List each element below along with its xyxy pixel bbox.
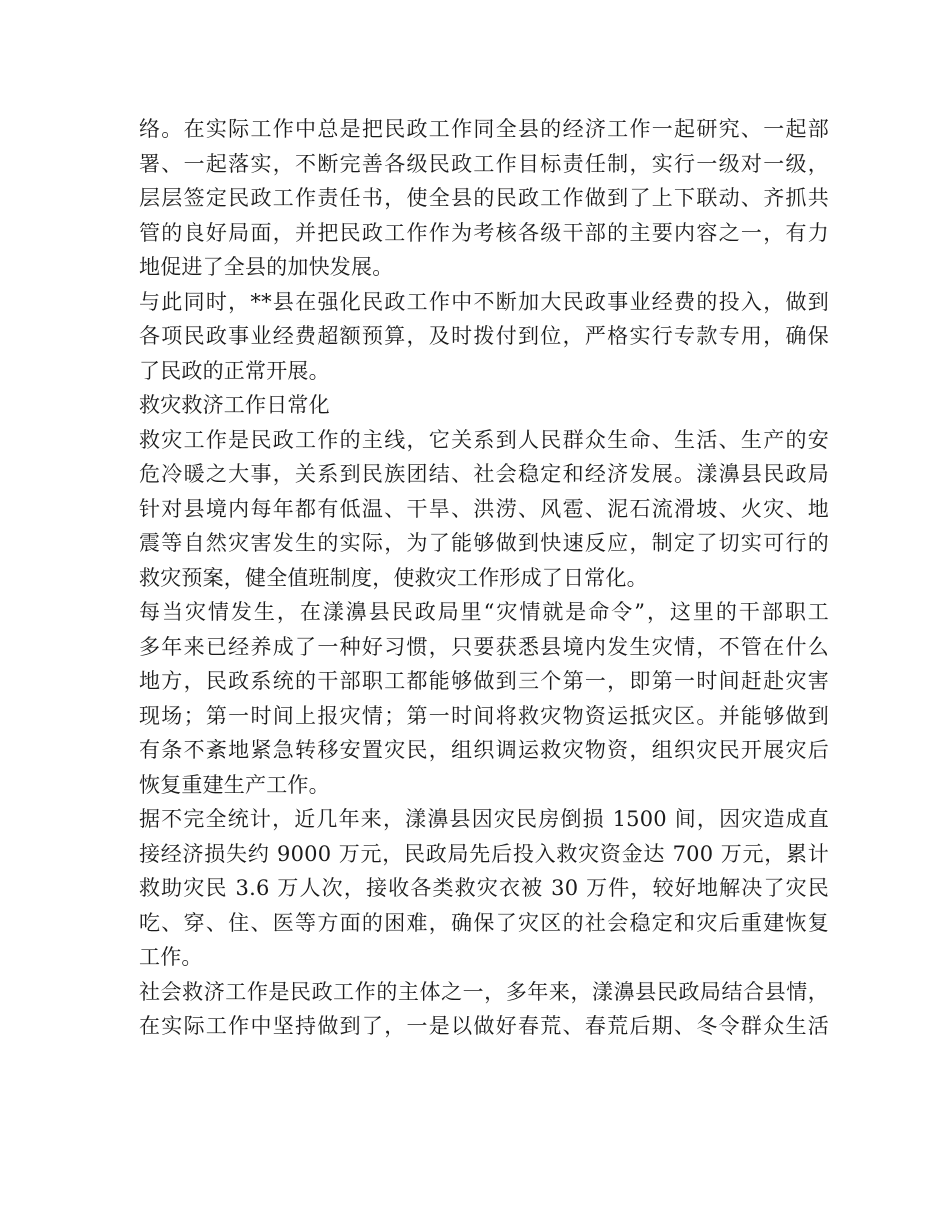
text-line: 救灾预案，健全值班制度，使救灾工作形成了日常化。 (139, 565, 648, 590)
text-line: 据不完全统计，近几年来，漾濞县因灾民房倒损 1500 间，因灾造成直 (139, 807, 829, 831)
text-line: 救助灾民 3.6 万人次，接收各类救灾衣被 30 万件，较好地解决了灾民 (139, 876, 829, 900)
text-line: 接经济损失约 9000 万元，民政局先后投入救灾资金达 700 万元，累计 (139, 841, 829, 866)
text-line: 恢复重建生产工作。 (139, 772, 330, 797)
text-line: 危冷暖之大事，关系到民族团结、社会稳定和经济发展。漾濞县民政局 (139, 462, 829, 486)
text-line: 在实际工作中坚持做到了，一是以做好春荒、春荒后期、冬令群众生活 (139, 1014, 829, 1038)
text-line: 震等自然灾害发生的实际，为了能够做到快速反应，制定了切实可行的 (139, 531, 829, 555)
section-heading (139, 388, 829, 423)
text-line: 社会救济工作是民政工作的主体之一，多年来，漾濞县民政局结合县情， (139, 979, 829, 1004)
paragraph-funding (139, 285, 829, 389)
text-line: 针对县境内每年都有低温、干旱、洪涝、风雹、泥石流滑坡、火灾、地 (139, 496, 829, 521)
text-line: 管的良好局面，并把民政工作作为考核各级干部的主要内容之一，有力 (139, 220, 829, 245)
text-line: 署、一起落实，不断完善各级民政工作目标责任制，实行一级对一级， (139, 151, 829, 176)
heading-text: 救灾救济工作日常化 (139, 393, 330, 417)
text-line: 多年来已经养成了一种好习惯，只要获悉县境内发生灾情，不管在什么 (139, 634, 829, 659)
text-line: 与此同时，**县在强化民政工作中不断加大民政事业经费的投入，做到 (139, 289, 829, 314)
text-line: 救灾工作是民政工作的主线，它关系到人民群众生命、生活、生产的安 (139, 427, 829, 452)
text-line: 层层签定民政工作责任书，使全县的民政工作做到了上下联动、齐抓共 (139, 186, 829, 210)
paragraph-emergency-response (139, 595, 829, 802)
text-line: 吃、穿、住、医等方面的困难，确保了灾区的社会稳定和灾后重建恢复 (139, 910, 829, 935)
text-line: 地方，民政系统的干部职工都能够做到三个第一，即第一时间赶赴灾害 (139, 669, 829, 693)
text-line: 现场；第一时间上报灾情；第一时间将救灾物资运抵灾区。并能够做到 (139, 703, 829, 728)
text-line: 每当灾情发生，在漾濞县民政局里“灾情就是命令”，这里的干部职工 (139, 600, 829, 624)
text-line: 络。在实际工作中总是把民政工作同全县的经济工作一起研究、一起部 (139, 117, 829, 141)
text-line: 工作。 (139, 945, 203, 969)
paragraph-social-relief (139, 975, 829, 1044)
paragraph-statistics (139, 802, 829, 975)
text-line: 地促进了全县的加快发展。 (139, 255, 394, 279)
text-line: 了民政的正常开展。 (139, 358, 330, 383)
text-line: 各项民政事业经费超额预算，及时拨付到位，严格实行专款专用，确保 (139, 324, 829, 348)
document-body (139, 112, 829, 1044)
paragraph-disaster-relief (139, 423, 829, 596)
text-line: 有条不紊地紧急转移安置灾民，组织调运救灾物资，组织灾民开展灾后 (139, 738, 829, 762)
paragraph-work-network (139, 112, 829, 285)
